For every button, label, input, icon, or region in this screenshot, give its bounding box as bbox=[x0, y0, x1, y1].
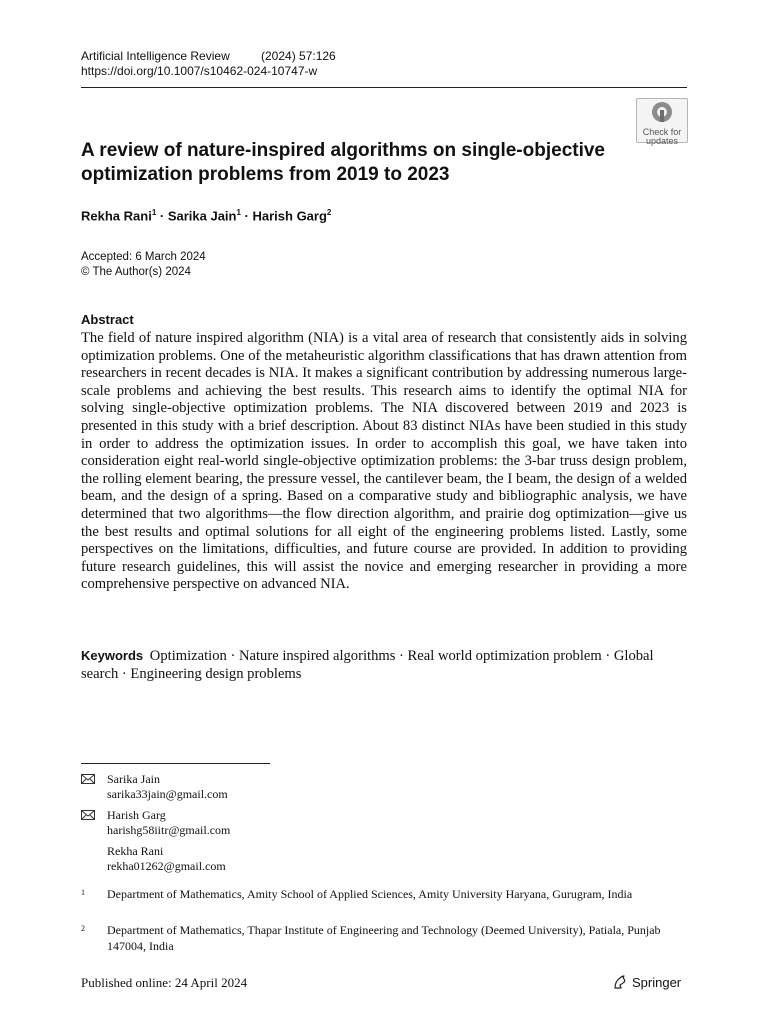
paper-title: A review of nature-inspired algorithms on single-objective optimization problems from 2019 to 2023 bbox=[81, 140, 606, 185]
crossmark-icon bbox=[650, 101, 674, 123]
author-name[interactable]: Sarika Jain bbox=[167, 208, 237, 224]
badge-line2: updates bbox=[645, 136, 679, 146]
doi-link[interactable]: https://doi.org/10.1007/s10462-024-10747-w bbox=[81, 64, 318, 78]
abstract-heading: Abstract bbox=[81, 312, 134, 327]
envelope-icon bbox=[81, 810, 95, 820]
affiliation-text: Department of Mathematics, Amity School of Applied Sciences, Amity University Haryana, Gurugram, India bbox=[107, 887, 633, 901]
author-name[interactable]: Harish Garg bbox=[252, 208, 327, 224]
author-separator: · bbox=[240, 208, 253, 224]
publisher-logo bbox=[612, 974, 681, 990]
journal-header bbox=[81, 49, 336, 64]
envelope-icon bbox=[81, 774, 95, 784]
affiliation-number: 1 bbox=[81, 888, 85, 897]
keywords-text: Optimization · Nature inspired algorithms · Real world optimization problem · Global search · Engineering design problems bbox=[81, 648, 654, 682]
copyright-line: © The Author(s) 2024 bbox=[81, 266, 191, 278]
contact-entry bbox=[81, 844, 481, 874]
keywords bbox=[81, 647, 687, 683]
author-affil-sup: 2 bbox=[326, 208, 332, 217]
contact-email[interactable]: sarika33jain@gmail.com bbox=[107, 787, 228, 801]
contact-entry bbox=[81, 772, 481, 802]
affiliation-number: 2 bbox=[81, 924, 85, 933]
contact-email[interactable]: rekha01262@gmail.com bbox=[107, 859, 226, 873]
article-dates bbox=[81, 250, 206, 280]
footnote-rule bbox=[81, 763, 270, 764]
author-affil-sup: 1 bbox=[236, 208, 241, 217]
contact-name: Harish Garg bbox=[107, 808, 166, 822]
affiliation bbox=[81, 923, 687, 954]
journal-name: Artificial Intelligence Review bbox=[81, 49, 230, 63]
contact-entry bbox=[81, 808, 481, 838]
publisher-name: Springer bbox=[632, 975, 682, 990]
author-separator: · bbox=[156, 208, 168, 224]
affiliation bbox=[81, 887, 687, 903]
journal-volume: (2024) 57:126 bbox=[261, 49, 336, 63]
affiliation-text: Department of Mathematics, Thapar Institute of Engineering and Technology (Deemed University), Patiala, Punjab 147004, India bbox=[107, 923, 661, 953]
badge-line1: Check for bbox=[642, 127, 682, 137]
published-date: Published online: 24 April 2024 bbox=[81, 975, 248, 990]
header-rule bbox=[81, 87, 687, 88]
accepted-date: Accepted: 6 March 2024 bbox=[81, 251, 206, 263]
contact-name: Rekha Rani bbox=[107, 844, 164, 858]
author-list bbox=[81, 208, 331, 223]
keywords-label: Keywords bbox=[81, 648, 144, 663]
check-for-updates-badge[interactable] bbox=[636, 98, 688, 146]
springer-horse-icon bbox=[612, 974, 628, 990]
contact-name: Sarika Jain bbox=[107, 772, 160, 786]
author-affil-sup: 1 bbox=[151, 208, 157, 217]
author-name[interactable]: Rekha Rani bbox=[81, 208, 152, 224]
abstract-body: The field of nature inspired algorithm (NIA) is a vital area of research that consistently aids in solving optimization problems. One of the metaheuristic algorithm classifications that has drawn attention from researchers in recent decades is NIA. It makes a significant contribution by addressing numerous large-scale problems and achieving the best results. This research aims to identify the optimal NIA for solving single-objective optimization problems. The NIA discovered between 2019 and 2023 is presented in this study with a brief description. About 83 distinct NIAs have been studied in this study in order to address the optimization issues. In order to accomplish this goal, we have taken into consideration eight real-world single-objective optimization problems: the 3-bar truss design problem, the rolling element bearing, the pressure vessel, the cantilever beam, the I beam, the design of a welded beam, and the design of a spring. Based on a comparative study and bibliographic analysis, we have determined that two algorithms—the flow direction algorithm, and prairie dog optimization—give us the best results and optimal solutions for all eight of the engineering problems listed. Lastly, some perspectives on the limitations, difficulties, and future course are provided. In addition to providing future research guidelines, this will assist the novice and emerging researcher in providing a more comprehensive perspective on advanced NIA. bbox=[81, 330, 687, 593]
contact-email[interactable]: harishg58iitr@gmail.com bbox=[107, 823, 231, 837]
